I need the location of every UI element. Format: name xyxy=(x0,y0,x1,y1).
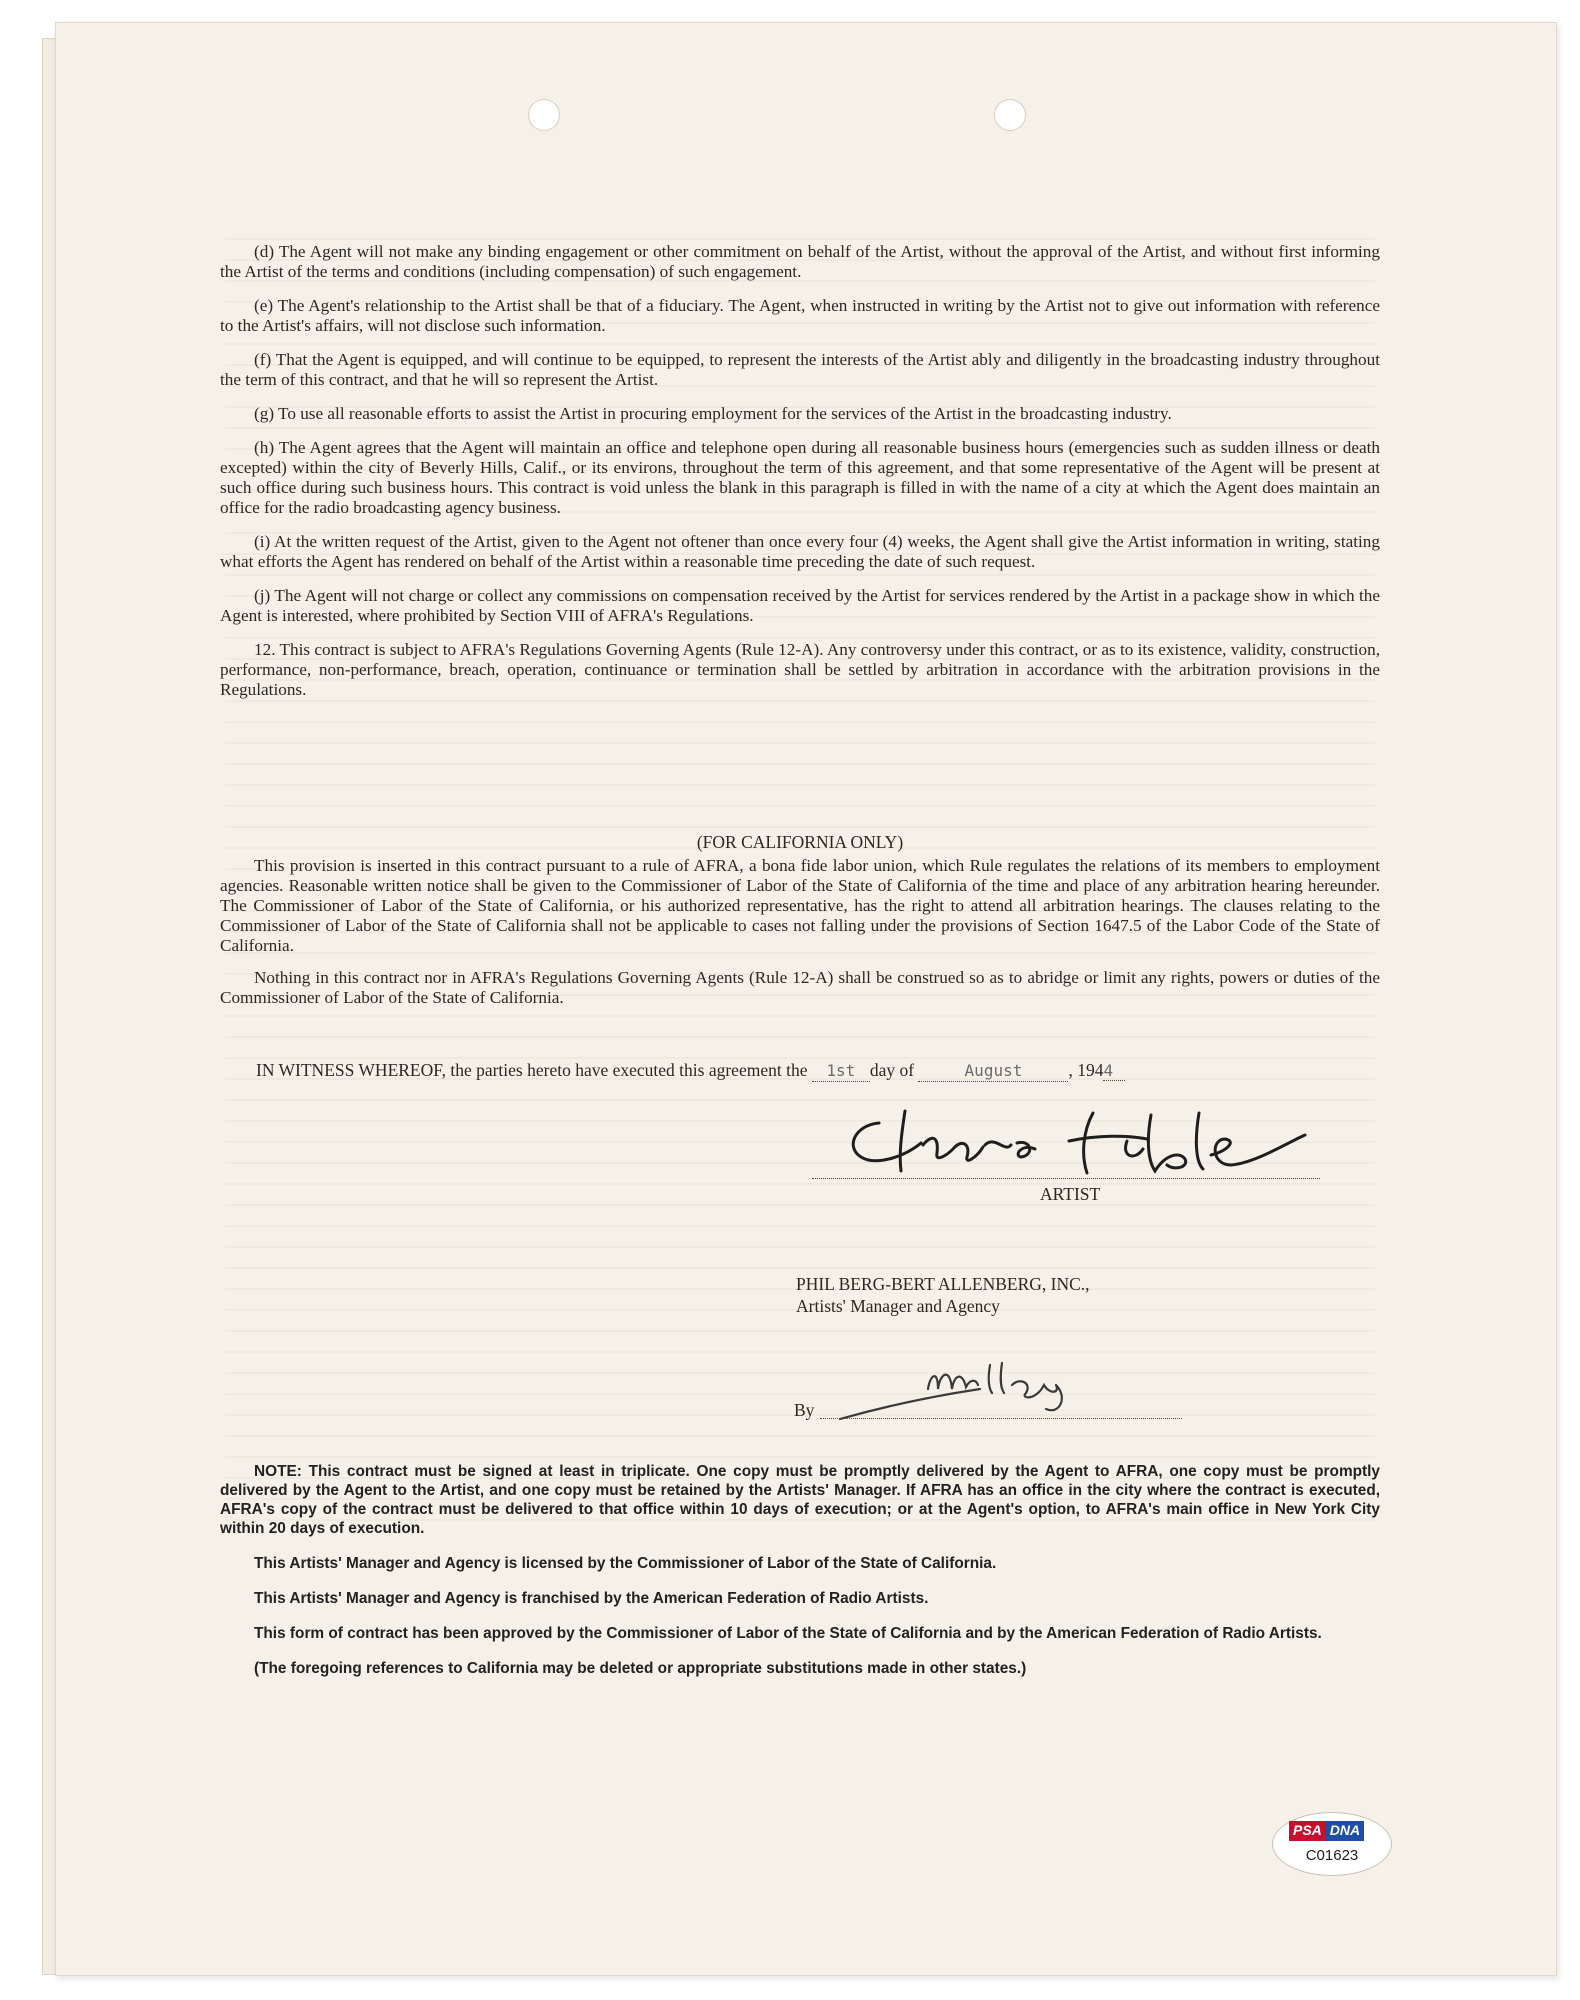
witness-year-digit: 4 xyxy=(1103,1061,1125,1081)
clause-g: (g) To use all reasonable efforts to assist the Artist in procuring employment for the services of the Artist in the broadcasting industry. xyxy=(254,404,1172,423)
psa-dna-logo xyxy=(1289,1821,1364,1841)
authentication-sticker xyxy=(1272,1812,1392,1876)
notes-section xyxy=(220,1462,1380,1678)
california-nothing-clause: Nothing in this contract nor in AFRA's Regulations Governing Agents (Rule 12-A) shall be construed so as to abridge or limit any rights, powers or duties of the Commissioner of Labor of the State of California. xyxy=(220,968,1380,1007)
clause-f: (f) That the Agent is equipped, and will continue to be equipped, to represent the interests of the Artist ably and diligently in the broadcasting industry throughout the term of this contract, and that he will so represent the Artist. xyxy=(220,350,1380,389)
artist-signature-line xyxy=(812,1178,1320,1179)
agency-name: PHIL BERG-BERT ALLENBERG, INC., xyxy=(796,1274,1090,1294)
clause-h: (h) The Agent agrees that the Agent will maintain an office and telephone open during all reasonable business hours (emergencies such as sudden illness or death excepted) within the city of Beverly Hills, Calif., or its environs, throughout the term of this agreement, and that some representative of the Agent will be present at such office during such business hours. This contract is void unless the blank in this paragraph is filled in with the name of a city at which the Agent does maintain an office for the radio broadcasting agency business. xyxy=(220,438,1380,517)
agency-role: Artists' Manager and Agency xyxy=(796,1296,1000,1316)
clause-e: (e) The Agent's relationship to the Artist shall be that of a fiduciary. The Agent, when instructed in writing by the Artist not to give out information with reference to the Artist's affairs, will not disclose such information. xyxy=(220,296,1380,335)
psa-logo-text: PSA xyxy=(1289,1821,1326,1841)
witness-year-prefix: 194 xyxy=(1077,1060,1104,1080)
note-triplicate: NOTE: This contract must be signed at least in triplicate. One copy must be promptly delivered by the Agent to AFRA, one copy must be promptly delivered by the Agent to the Artist, and one copy must be retained by the Artists' Manager. If AFRA has an office in the city where the contract is executed, AFRA's copy of the contract must be delivered to that office within 10 days of execution; or at the Agent's option, to AFRA's main office in New York City within 20 days of execution. xyxy=(220,1463,1380,1537)
clause-j: (j) The Agent will not charge or collect any commissions on compensation received by the Artist for services rendered by the Artist in a package show in which the Agent is interested, where prohibited by Section VIII of AFRA's Regulations. xyxy=(220,586,1380,625)
california-provision: This provision is inserted in this contract pursuant to a rule of AFRA, a bona fide labor union, which Rule regulates the relations of its members to employment agencies. Reasonable written notice shall be given to the Commissioner of Labor of the State of California of the time and place of any arbitration hearing hereunder. The Commissioner of Labor of the State of California, or his authorized representative, has the right to attend all arbitration hearings. The clauses relating to the Commissioner of Labor of the State of California shall not be applicable to cases not falling under the provisions of Section 1647.5 of the Labor Code of the State of California. xyxy=(220,856,1380,955)
artist-label: ARTIST xyxy=(1040,1184,1101,1204)
clause-12: 12. This contract is subject to AFRA's Regulations Governing Agents (Rule 12-A). Any controversy under this contract, or as to its existence, validity, construction, performance, non-performance, breach, operation, continuance or termination shall be settled by arbitration in accordance with the arbitration provisions in the Regulations. xyxy=(220,640,1380,699)
note-franchised: This Artists' Manager and Agency is franchised by the American Federation of Radio Artists. xyxy=(254,1590,929,1607)
note-approved: This form of contract has been approved by the Commissioner of Labor of the State of California and by the American Federation of Radio Artists. xyxy=(254,1625,1322,1642)
witness-day-field xyxy=(812,1060,870,1082)
dna-logo-text: DNA xyxy=(1326,1821,1364,1841)
clause-d: (d) The Agent will not make any binding engagement or other commitment on behalf of the Artist, without the approval of the Artist, and without first informing the Artist of the terms and conditions (including compensation) of such engagement. xyxy=(220,242,1380,281)
punch-hole-right xyxy=(994,99,1026,131)
note-licensed: This Artists' Manager and Agency is licensed by the Commissioner of Labor of the State of California. xyxy=(254,1555,997,1572)
agency-signature xyxy=(820,1345,1180,1425)
agency-by-label: By xyxy=(794,1400,815,1420)
certificate-number: C01623 xyxy=(1305,1847,1359,1864)
witness-month: August xyxy=(964,1061,1023,1080)
witness-prefix: IN WITNESS WHEREOF, the parties hereto have executed this agreement the xyxy=(256,1060,808,1080)
agency-signature-drawing xyxy=(820,1345,1180,1425)
witness-day-label: day of xyxy=(869,1060,915,1080)
punch-hole-left xyxy=(528,99,560,131)
clauses-section xyxy=(220,242,1380,700)
witness-line: IN WITNESS WHEREOF, the parties hereto have executed this agreement the 1st day of August , 1944 xyxy=(256,1060,1386,1082)
clause-i: (i) At the written request of the Artist, given to the Agent not oftener than once every four (4) weeks, the Agent shall give the Artist information in writing, stating what efforts the Agent has rendered on behalf of the Artist within a reasonable time preceding the date of such request. xyxy=(220,532,1380,571)
witness-day: 1st xyxy=(826,1061,856,1080)
california-section xyxy=(220,856,1380,1008)
artist-signature xyxy=(835,1095,1315,1181)
artist-signature-drawing xyxy=(835,1095,1315,1181)
witness-month-field xyxy=(918,1060,1068,1082)
california-heading: (FOR CALIFORNIA ONLY) xyxy=(696,832,904,852)
note-foregoing: (The foregoing references to California may be deleted or appropriate substitutions made in other states.) xyxy=(254,1660,1027,1677)
